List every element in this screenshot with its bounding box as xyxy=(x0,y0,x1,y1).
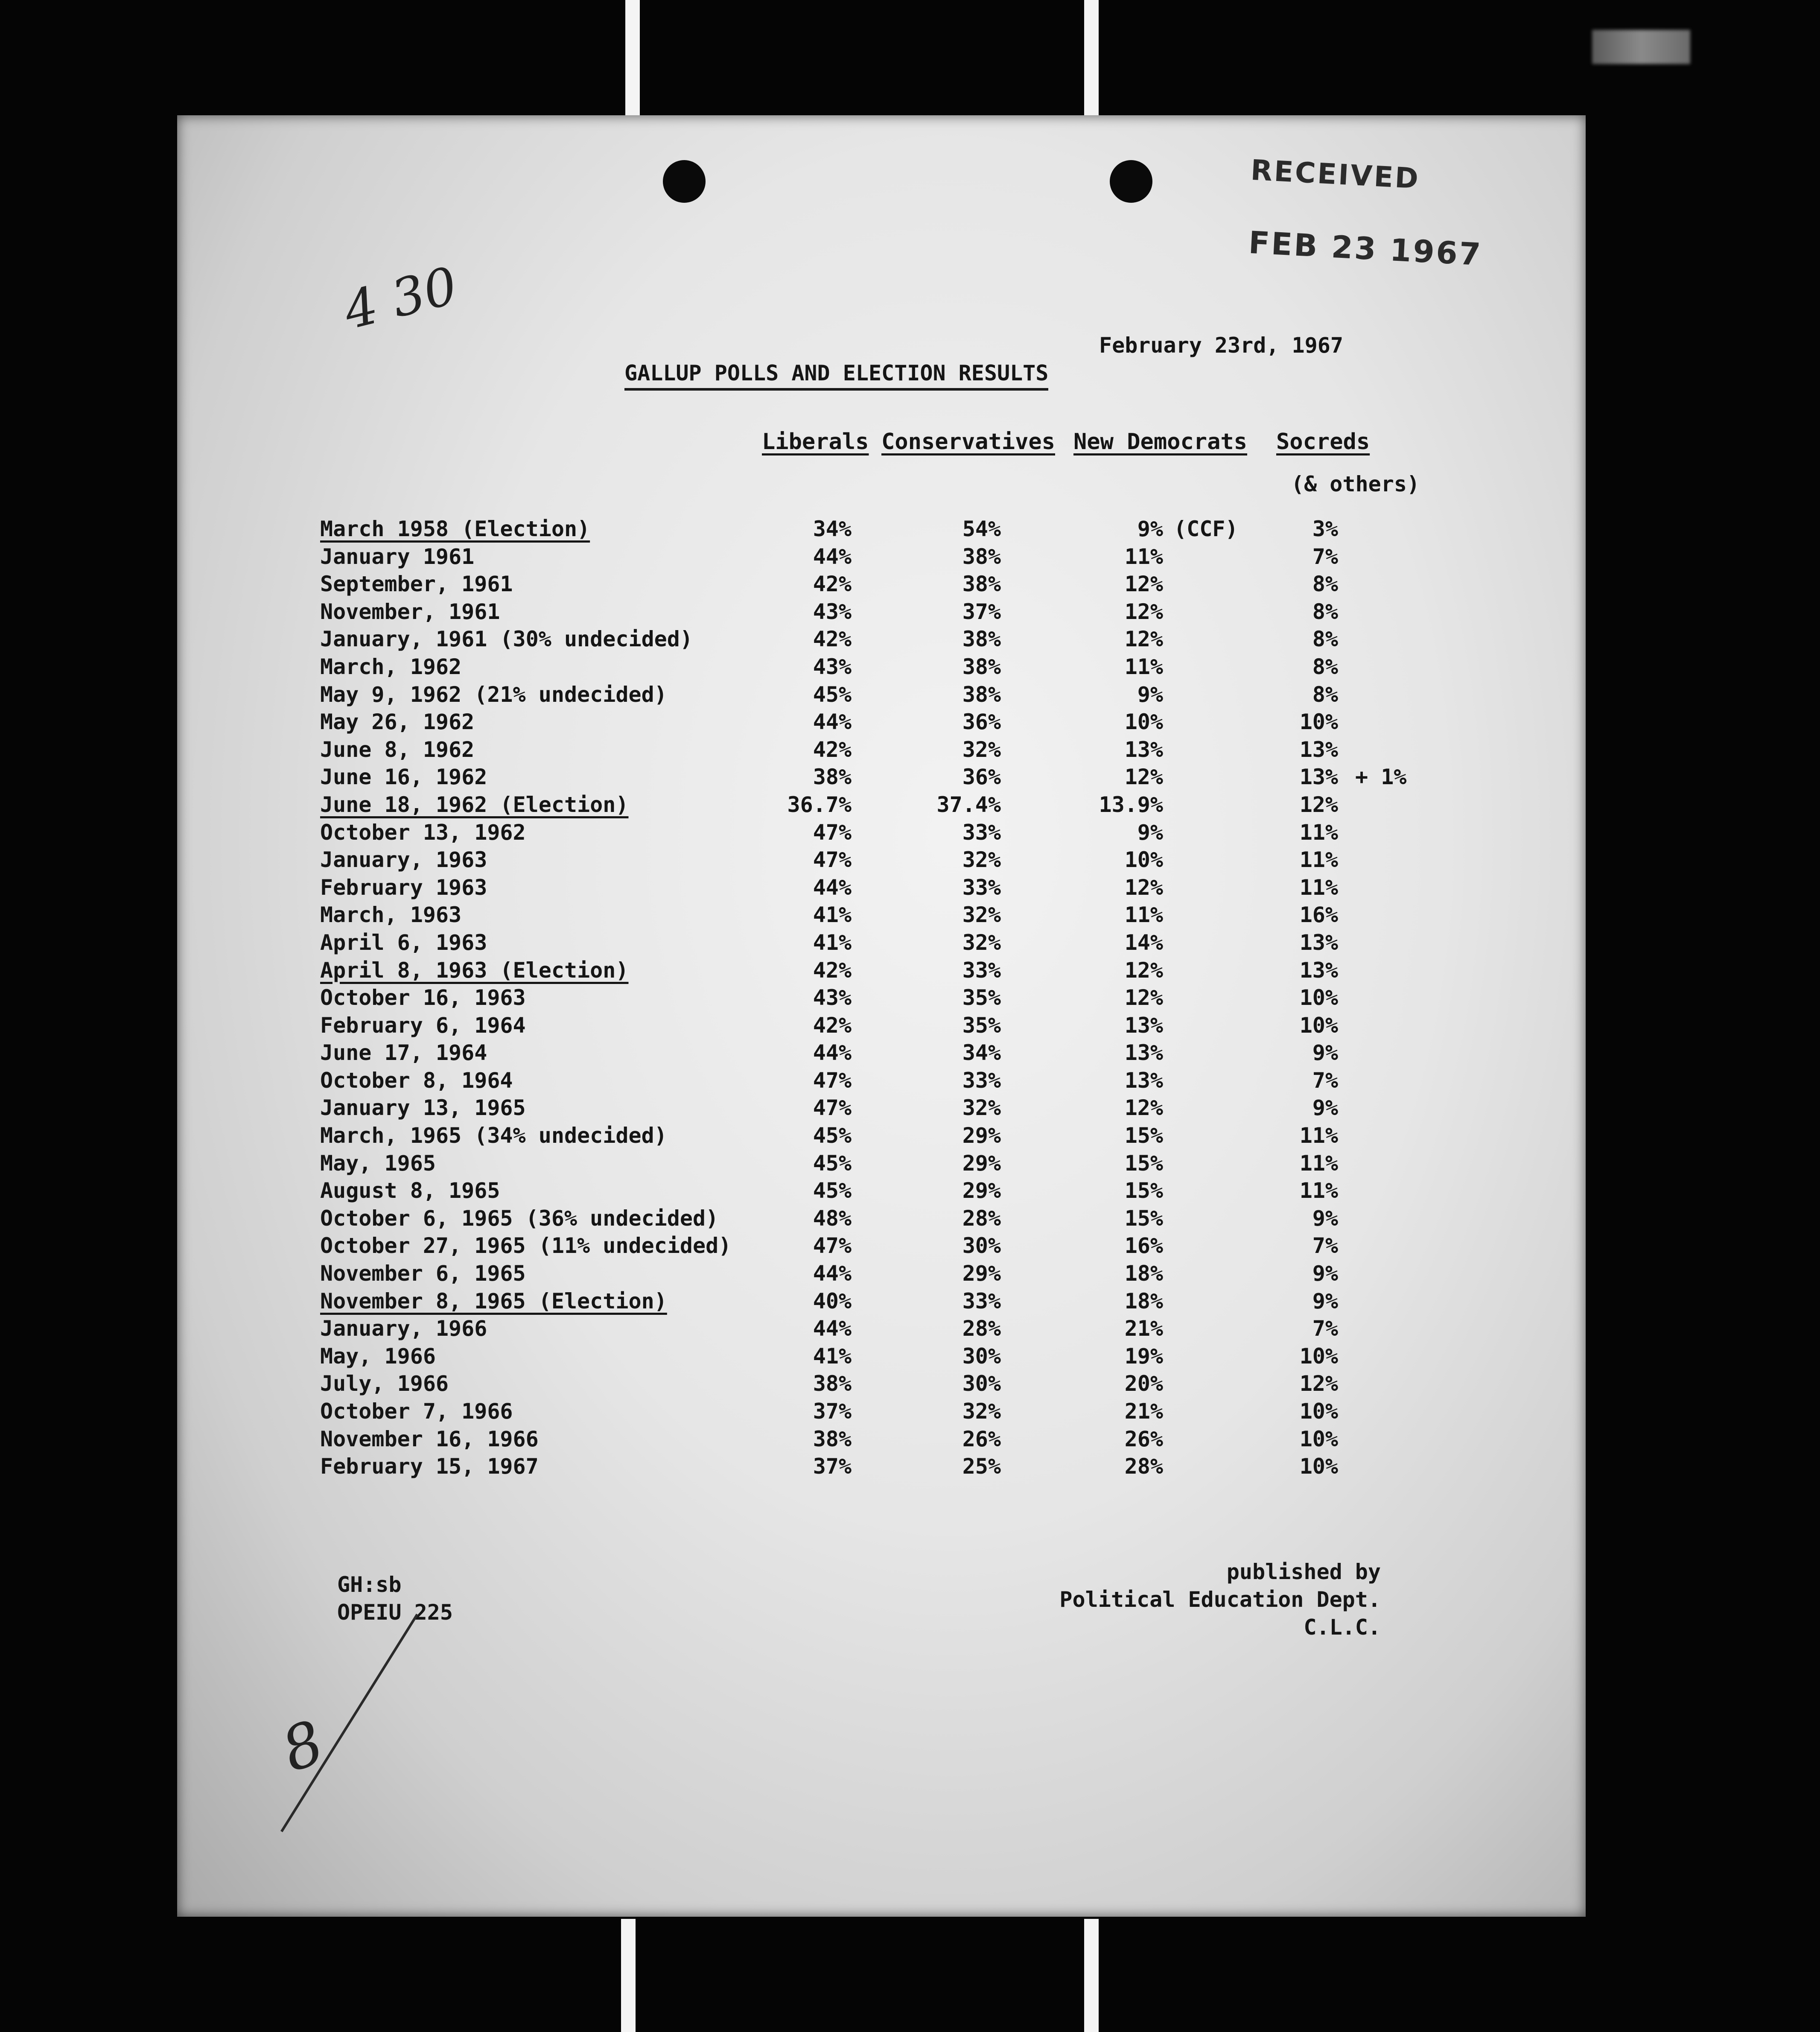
liberals-value: 36.7% xyxy=(787,792,852,817)
conservatives-value: 30% xyxy=(962,1233,1001,1258)
conservatives-value: 30% xyxy=(962,1371,1001,1396)
table-row xyxy=(177,1399,1586,1427)
row-label: February 15, 1967 xyxy=(320,1454,539,1479)
row-label: January 13, 1965 xyxy=(320,1095,526,1121)
table-row xyxy=(177,1233,1586,1261)
socreds-value: 10% xyxy=(1299,1013,1338,1038)
row-label: February 6, 1964 xyxy=(320,1013,526,1038)
conservatives-value: 29% xyxy=(962,1123,1001,1148)
new-democrats-value: 15% xyxy=(1124,1206,1163,1231)
new-democrats-value: 9% xyxy=(1137,517,1163,541)
liberals-value: 45% xyxy=(813,1150,852,1176)
liberals-value: 42% xyxy=(813,737,852,762)
new-democrats-value: 10% xyxy=(1124,709,1163,735)
socreds-value: 7% xyxy=(1312,544,1338,569)
row-label: June 16, 1962 xyxy=(320,765,487,790)
conservatives-value: 32% xyxy=(962,737,1001,762)
table-row xyxy=(177,875,1586,903)
socreds-value: 10% xyxy=(1299,1454,1338,1479)
new-democrats-value: 11% xyxy=(1124,902,1163,928)
row-label: February 1963 xyxy=(320,875,487,900)
conservatives-value: 29% xyxy=(962,1150,1001,1176)
new-democrats-value: 16% xyxy=(1124,1233,1163,1258)
new-democrats-value: 13% xyxy=(1124,737,1163,762)
conservatives-value: 30% xyxy=(962,1343,1001,1369)
table-row xyxy=(177,1427,1586,1454)
liberals-value: 47% xyxy=(813,1068,852,1093)
conservatives-value: 37% xyxy=(962,599,1001,624)
table-row xyxy=(177,544,1586,572)
liberals-value: 34% xyxy=(813,517,852,541)
row-label: October 27, 1965 (11% undecided) xyxy=(320,1233,732,1258)
socreds-value: 8% xyxy=(1312,599,1338,624)
row-label: November 6, 1965 xyxy=(320,1261,526,1286)
row-label: June 8, 1962 xyxy=(320,737,475,762)
row-label: October 16, 1963 xyxy=(320,985,526,1010)
conservatives-value: 36% xyxy=(962,709,1001,735)
table-row xyxy=(177,1068,1586,1096)
liberals-value: 44% xyxy=(813,1040,852,1066)
liberals-value: 41% xyxy=(813,930,852,955)
socreds-value: 8% xyxy=(1312,627,1338,652)
row-label: April 8, 1963 (Election) xyxy=(320,958,629,983)
socreds-value: 9% xyxy=(1312,1040,1338,1066)
table-row xyxy=(177,902,1586,930)
conservatives-value: 32% xyxy=(962,902,1001,928)
film-strip-bottom-left xyxy=(621,1919,636,2032)
extra-value: + 1% xyxy=(1355,765,1407,790)
table-row xyxy=(177,1095,1586,1123)
new-democrats-value: 14% xyxy=(1124,930,1163,955)
conservatives-value: 32% xyxy=(962,930,1001,955)
column-header-liberals: Liberals xyxy=(762,429,869,455)
liberals-value: 38% xyxy=(813,1426,852,1451)
table-row xyxy=(177,1013,1586,1041)
table-row xyxy=(177,517,1586,544)
conservatives-value: 35% xyxy=(962,985,1001,1010)
socreds-value: 8% xyxy=(1312,572,1338,597)
new-democrats-value: 12% xyxy=(1124,627,1163,652)
socreds-value: 10% xyxy=(1299,709,1338,735)
liberals-value: 37% xyxy=(813,1454,852,1479)
row-label: January, 1961 (30% undecided) xyxy=(320,627,693,652)
handwritten-initial: 8 xyxy=(273,1707,333,1786)
socreds-value: 10% xyxy=(1299,1343,1338,1369)
socreds-value: 11% xyxy=(1299,820,1338,845)
row-label: November 8, 1965 (Election) xyxy=(320,1288,667,1314)
liberals-value: 44% xyxy=(813,709,852,735)
liberals-value: 47% xyxy=(813,1233,852,1258)
table-row xyxy=(177,958,1586,986)
socreds-value: 3% xyxy=(1312,517,1338,541)
liberals-value: 47% xyxy=(813,1095,852,1121)
new-democrats-value: 18% xyxy=(1124,1261,1163,1286)
liberals-value: 45% xyxy=(813,1123,852,1148)
conservatives-value: 33% xyxy=(962,1288,1001,1314)
row-label: April 6, 1963 xyxy=(320,930,487,955)
liberals-value: 43% xyxy=(813,985,852,1010)
conservatives-value: 33% xyxy=(962,1068,1001,1093)
row-label: August 8, 1965 xyxy=(320,1178,500,1203)
row-label: March, 1963 xyxy=(320,902,462,928)
column-header-conservatives: Conservatives xyxy=(881,429,1055,455)
socreds-value: 11% xyxy=(1299,847,1338,873)
table-row xyxy=(177,792,1586,820)
table-row xyxy=(177,737,1586,765)
conservatives-value: 32% xyxy=(962,1095,1001,1121)
new-democrats-value: 15% xyxy=(1124,1150,1163,1176)
conservatives-value: 38% xyxy=(962,572,1001,597)
published-by-label: published by xyxy=(1226,1559,1381,1584)
socreds-value: 7% xyxy=(1312,1068,1338,1093)
conservatives-value: 38% xyxy=(962,544,1001,569)
new-democrats-value: 12% xyxy=(1124,572,1163,597)
new-democrats-value: 21% xyxy=(1124,1399,1163,1424)
socreds-value: 9% xyxy=(1312,1288,1338,1314)
socreds-value: 8% xyxy=(1312,682,1338,707)
liberals-value: 42% xyxy=(813,627,852,652)
liberals-value: 42% xyxy=(813,958,852,983)
conservatives-value: 33% xyxy=(962,875,1001,900)
document-title: GALLUP POLLS AND ELECTION RESULTS xyxy=(624,361,1048,391)
document-page xyxy=(177,115,1586,1917)
punch-hole-right xyxy=(1110,160,1152,203)
table-row xyxy=(177,627,1586,654)
document-date: February 23rd, 1967 xyxy=(1099,333,1343,358)
table-row xyxy=(177,847,1586,875)
table-row xyxy=(177,709,1586,737)
column-subheader-others: (& others) xyxy=(1291,472,1420,496)
table-row xyxy=(177,654,1586,682)
new-democrats-value: 9% xyxy=(1137,820,1163,845)
new-democrats-value: 15% xyxy=(1124,1178,1163,1203)
footer-reference xyxy=(337,1571,453,1626)
new-democrats-value: 13% xyxy=(1124,1040,1163,1066)
row-label: June 17, 1964 xyxy=(320,1040,487,1066)
liberals-value: 41% xyxy=(813,902,852,928)
socreds-value: 7% xyxy=(1312,1233,1338,1258)
socreds-value: 13% xyxy=(1299,930,1338,955)
socreds-value: 10% xyxy=(1299,1426,1338,1451)
conservatives-value: 33% xyxy=(962,958,1001,983)
poll-results-table xyxy=(177,517,1586,1482)
liberals-value: 48% xyxy=(813,1206,852,1231)
new-democrats-value: 28% xyxy=(1124,1454,1163,1479)
new-democrats-value: 12% xyxy=(1124,958,1163,983)
new-democrats-value: 18% xyxy=(1124,1288,1163,1314)
column-header-new-democrats: New Democrats xyxy=(1073,429,1247,455)
liberals-value: 42% xyxy=(813,1013,852,1038)
table-row xyxy=(177,1316,1586,1344)
socreds-value: 11% xyxy=(1299,1150,1338,1176)
row-label: May, 1965 xyxy=(320,1150,436,1176)
conservatives-value: 29% xyxy=(962,1178,1001,1203)
conservatives-value: 38% xyxy=(962,627,1001,652)
socreds-value: 11% xyxy=(1299,875,1338,900)
liberals-value: 43% xyxy=(813,654,852,679)
table-row xyxy=(177,572,1586,599)
row-label: May 9, 1962 (21% undecided) xyxy=(320,682,667,707)
handwritten-file-mark: 4 30 xyxy=(338,256,464,342)
new-democrats-value: 12% xyxy=(1124,875,1163,900)
row-label: March 1958 (Election) xyxy=(320,517,590,541)
liberals-value: 40% xyxy=(813,1288,852,1314)
liberals-value: 38% xyxy=(813,765,852,790)
new-democrats-value: 11% xyxy=(1124,544,1163,569)
conservatives-value: 32% xyxy=(962,847,1001,873)
conservatives-value: 38% xyxy=(962,682,1001,707)
column-header-socreds: Socreds xyxy=(1276,429,1370,455)
new-democrats-value: 12% xyxy=(1124,985,1163,1010)
new-democrats-value: 21% xyxy=(1124,1316,1163,1341)
new-democrats-value: 20% xyxy=(1124,1371,1163,1396)
socreds-value: 11% xyxy=(1299,1123,1338,1148)
liberals-value: 45% xyxy=(813,682,852,707)
socreds-value: 13% xyxy=(1299,958,1338,983)
socreds-value: 9% xyxy=(1312,1206,1338,1231)
new-democrats-value: 13% xyxy=(1124,1013,1163,1038)
row-label: October 13, 1962 xyxy=(320,820,526,845)
new-democrats-value: 12% xyxy=(1124,765,1163,790)
liberals-value: 44% xyxy=(813,875,852,900)
table-row xyxy=(177,1151,1586,1179)
conservatives-value: 28% xyxy=(962,1206,1001,1231)
new-democrats-value: 15% xyxy=(1124,1123,1163,1148)
conservatives-value: 37.4% xyxy=(936,792,1001,817)
punch-hole-left xyxy=(663,160,706,203)
film-strip-top-left xyxy=(625,0,640,115)
publisher-block xyxy=(1031,1558,1381,1641)
conservatives-value: 34% xyxy=(962,1040,1001,1066)
socreds-value: 9% xyxy=(1312,1095,1338,1121)
conservatives-value: 35% xyxy=(962,1013,1001,1038)
row-label: May 26, 1962 xyxy=(320,709,475,735)
table-row xyxy=(177,1261,1586,1289)
row-label: July, 1966 xyxy=(320,1371,449,1396)
conservatives-value: 29% xyxy=(962,1261,1001,1286)
row-label: March, 1965 (34% undecided) xyxy=(320,1123,667,1148)
new-democrats-value: 12% xyxy=(1124,1095,1163,1121)
new-democrats-value: 12% xyxy=(1124,599,1163,624)
conservatives-value: 54% xyxy=(962,517,1001,541)
socreds-value: 12% xyxy=(1299,1371,1338,1396)
row-label: March, 1962 xyxy=(320,654,462,679)
liberals-value: 43% xyxy=(813,599,852,624)
socreds-value: 8% xyxy=(1312,654,1338,679)
new-democrats-value: 13% xyxy=(1124,1068,1163,1093)
row-label: June 18, 1962 (Election) xyxy=(320,792,629,817)
table-row xyxy=(177,599,1586,627)
received-stamp-date: FEB 23 1967 xyxy=(1248,224,1483,273)
publisher-department: Political Education Dept. xyxy=(1059,1587,1381,1612)
new-democrats-value: 9% xyxy=(1137,682,1163,707)
conservatives-value: 33% xyxy=(962,820,1001,845)
row-label: October 6, 1965 (36% undecided) xyxy=(320,1206,719,1231)
table-row xyxy=(177,985,1586,1013)
table-row xyxy=(177,682,1586,710)
socreds-value: 16% xyxy=(1299,902,1338,928)
liberals-value: 42% xyxy=(813,572,852,597)
liberals-value: 47% xyxy=(813,847,852,873)
row-label: January 1961 xyxy=(320,544,475,569)
row-label: October 8, 1964 xyxy=(320,1068,513,1093)
row-label: September, 1961 xyxy=(320,572,513,597)
film-strip-top-right xyxy=(1084,0,1099,115)
socreds-value: 10% xyxy=(1299,985,1338,1010)
table-row xyxy=(177,1371,1586,1399)
row-label: November, 1961 xyxy=(320,599,500,624)
table-row xyxy=(177,1289,1586,1317)
liberals-value: 44% xyxy=(813,1261,852,1286)
socreds-value: 13% xyxy=(1299,765,1338,790)
row-note: (CCF) xyxy=(1174,517,1238,541)
liberals-value: 44% xyxy=(813,1316,852,1341)
conservatives-value: 38% xyxy=(962,654,1001,679)
socreds-value: 13% xyxy=(1299,737,1338,762)
table-row xyxy=(177,1178,1586,1206)
row-label: May, 1966 xyxy=(320,1343,436,1369)
conservatives-value: 25% xyxy=(962,1454,1001,1479)
liberals-value: 44% xyxy=(813,544,852,569)
liberals-value: 37% xyxy=(813,1399,852,1424)
row-label: October 7, 1966 xyxy=(320,1399,513,1424)
new-democrats-value: 19% xyxy=(1124,1343,1163,1369)
new-democrats-value: 10% xyxy=(1124,847,1163,873)
row-label: November 16, 1966 xyxy=(320,1426,539,1451)
table-row xyxy=(177,1040,1586,1068)
liberals-value: 45% xyxy=(813,1178,852,1203)
table-row xyxy=(177,930,1586,958)
conservatives-value: 26% xyxy=(962,1426,1001,1451)
new-democrats-value: 11% xyxy=(1124,654,1163,679)
film-smudge xyxy=(1592,30,1690,64)
received-stamp: RECEIVED xyxy=(1250,153,1421,196)
socreds-value: 7% xyxy=(1312,1316,1338,1341)
socreds-value: 10% xyxy=(1299,1399,1338,1424)
publisher-organization: C.L.C. xyxy=(1304,1615,1381,1640)
liberals-value: 41% xyxy=(813,1343,852,1369)
conservatives-value: 28% xyxy=(962,1316,1001,1341)
socreds-value: 11% xyxy=(1299,1178,1338,1203)
film-strip-bottom-right xyxy=(1084,1919,1099,2032)
union-label: OPEIU 225 xyxy=(337,1600,453,1625)
conservatives-value: 36% xyxy=(962,765,1001,790)
table-row xyxy=(177,1454,1586,1482)
socreds-value: 12% xyxy=(1299,792,1338,817)
table-row xyxy=(177,1344,1586,1372)
liberals-value: 47% xyxy=(813,820,852,845)
new-democrats-value: 26% xyxy=(1124,1426,1163,1451)
table-row xyxy=(177,765,1586,792)
new-democrats-value: 13.9% xyxy=(1099,792,1163,817)
liberals-value: 38% xyxy=(813,1371,852,1396)
table-row xyxy=(177,1123,1586,1151)
socreds-value: 9% xyxy=(1312,1261,1338,1286)
typist-initials: GH:sb xyxy=(337,1572,402,1597)
table-row xyxy=(177,820,1586,848)
row-label: January, 1966 xyxy=(320,1316,487,1341)
table-row xyxy=(177,1206,1586,1234)
conservatives-value: 32% xyxy=(962,1399,1001,1424)
row-label: January, 1963 xyxy=(320,847,487,873)
